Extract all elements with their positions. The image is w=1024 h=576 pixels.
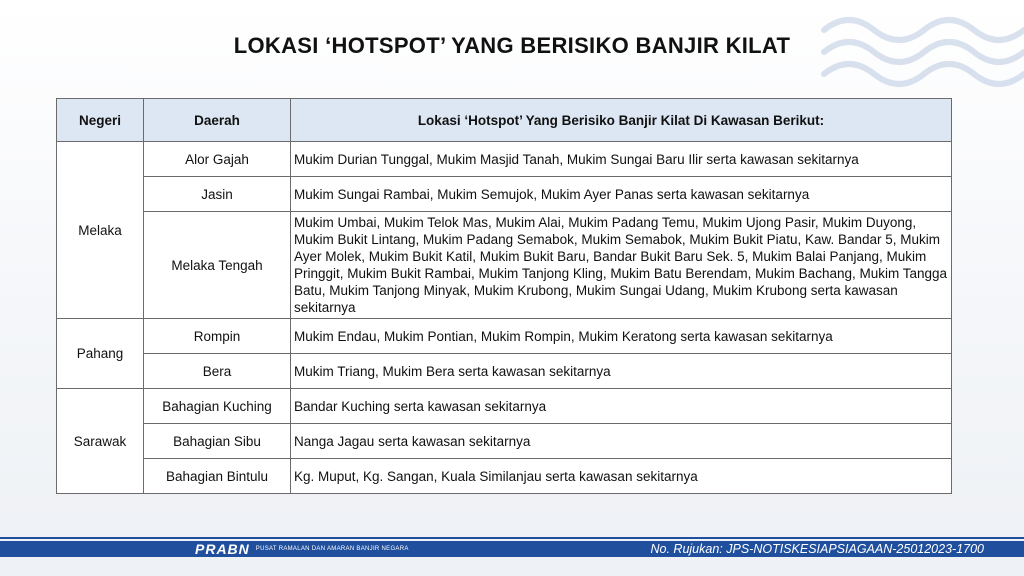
table-row [57, 459, 952, 494]
lokasi-cell: Nanga Jagau serta kawasan sekitarnya [291, 424, 952, 459]
table-row [57, 354, 952, 389]
daerah-cell: Alor Gajah [144, 142, 291, 177]
logo-subtitle: PUSAT RAMALAN DAN AMARAN BANJIR NEGARA [255, 546, 409, 552]
logo-text: PRABN [195, 541, 250, 557]
negeri-cell: Pahang [57, 319, 144, 389]
table-row [57, 142, 952, 177]
daerah-cell: Rompin [144, 319, 291, 354]
negeri-cell: Sarawak [57, 389, 144, 494]
table-row [57, 177, 952, 212]
lokasi-cell: Mukim Triang, Mukim Bera serta kawasan sekitarnya [291, 354, 952, 389]
lokasi-cell: Kg. Muput, Kg. Sangan, Kuala Similanjau serta kawasan sekitarnya [291, 459, 952, 494]
page-title: LOKASI ‘HOTSPOT’ YANG BERISIKO BANJIR KILAT [233, 33, 791, 58]
lokasi-cell: Mukim Sungai Rambai, Mukim Semujok, Mukim Ayer Panas serta kawasan sekitarnya [291, 177, 952, 212]
daerah-cell: Jasin [144, 177, 291, 212]
hotspot-table [56, 98, 952, 494]
table-row [57, 389, 952, 424]
daerah-cell: Bera [144, 354, 291, 389]
daerah-cell: Bahagian Bintulu [144, 459, 291, 494]
header-lokasi: Lokasi ‘Hotspot’ Yang Berisiko Banjir Kilat Di Kawasan Berikut: [291, 99, 952, 142]
footer-bar [0, 541, 1024, 557]
daerah-cell: Melaka Tengah [144, 212, 291, 319]
negeri-cell: Melaka [57, 142, 144, 319]
table-header-row [57, 99, 952, 142]
header-negeri: Negeri [57, 99, 144, 142]
table-row [57, 212, 952, 319]
header-daerah: Daerah [144, 99, 291, 142]
lokasi-cell: Mukim Endau, Mukim Pontian, Mukim Rompin, Mukim Keratong serta kawasan sekitarnya [291, 319, 952, 354]
prabn-logo [195, 541, 409, 557]
daerah-cell: Bahagian Kuching [144, 389, 291, 424]
table-row [57, 319, 952, 354]
lokasi-cell: Mukim Umbai, Mukim Telok Mas, Mukim Alai, Mukim Padang Temu, Mukim Ujong Pasir, Mukim Duyong, Mukim Bukit Lintang, Mukim Padang Semabok, Mukim Semabok, Mukim Bukit Piatu, Kaw. Bandar 5, Mukim Ayer Molek, Mukim Bukit Katil, Mukim Bukit Baru, Bandar Bukit Baru Sek. 5, Mukim Balai Panjang, Mukim Pringgit, Mukim Bukit Rambai, Mukim Tanjong Kling, Mukim Batu Berendam, Mukim Bachang, Mukim Tangga Batu, Mukim Tanjong Minyak, Mukim Krubong, Mukim Sungai Udang, Mukim Krubong serta kawasan sekitarnya [291, 212, 952, 319]
daerah-cell: Bahagian Sibu [144, 424, 291, 459]
lokasi-cell: Mukim Durian Tunggal, Mukim Masjid Tanah, Mukim Sungai Baru Ilir serta kawasan sekitarnya [291, 142, 952, 177]
table-row [57, 424, 952, 459]
reference-number: No. Rujukan: JPS-NOTISKESIAPSIAGAAN-25012023-1700 [650, 542, 984, 556]
lokasi-cell: Bandar Kuching serta kawasan sekitarnya [291, 389, 952, 424]
